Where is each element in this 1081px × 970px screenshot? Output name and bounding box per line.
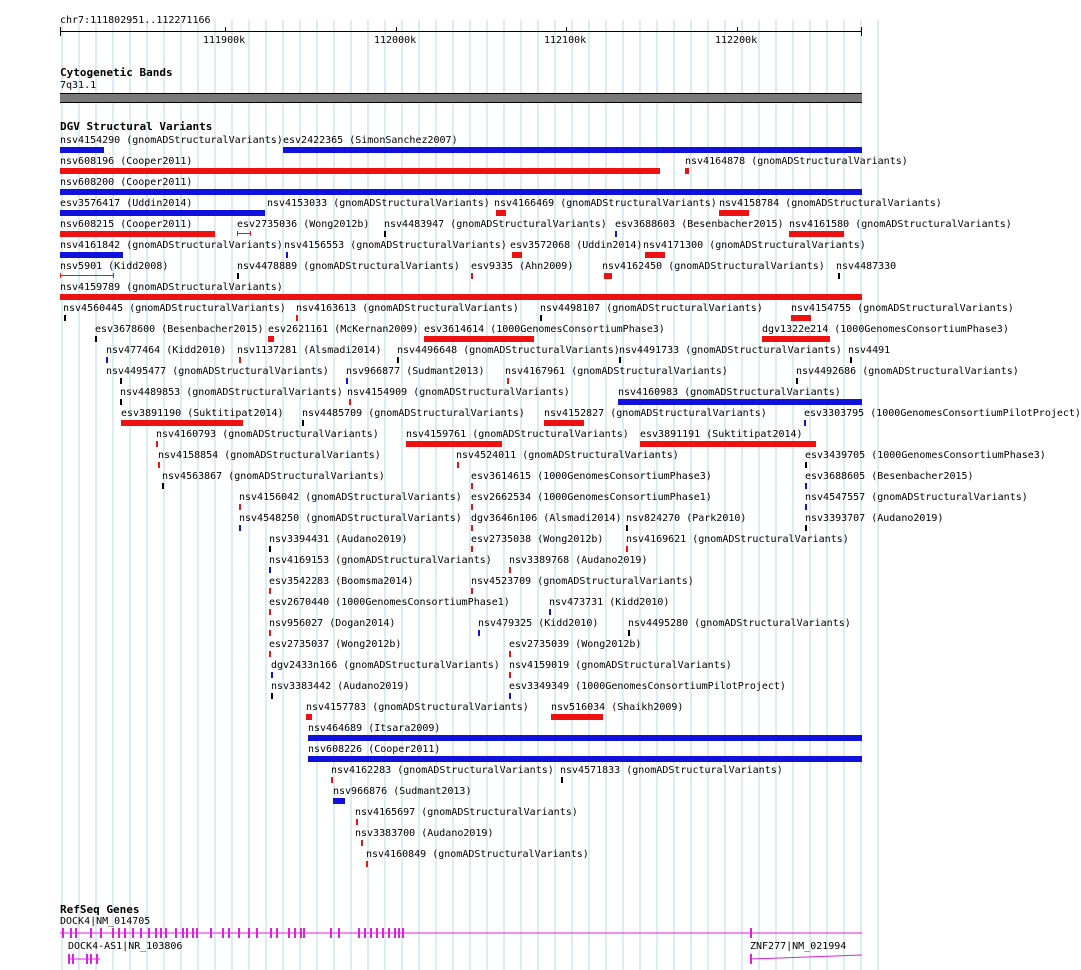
variant-tick[interactable] — [64, 315, 66, 321]
variant-tick[interactable] — [540, 315, 542, 321]
variant-tick[interactable] — [361, 840, 363, 846]
variant-tick[interactable] — [796, 378, 798, 384]
gene-label-znf277[interactable]: ZNF277|NM_021994 — [750, 941, 847, 952]
variant-tick[interactable] — [237, 273, 239, 279]
variant-label[interactable]: esv3572068 (Uddin2014) — [510, 240, 643, 251]
variant-label[interactable]: esv3614615 (1000GenomesConsortiumPhase3) — [471, 471, 712, 482]
variant-tick[interactable] — [804, 420, 806, 426]
variant-label[interactable]: esv2670440 (1000GenomesConsortiumPhase1) — [269, 597, 510, 608]
variant-tick[interactable] — [619, 357, 621, 363]
variant-label[interactable]: nsv4161580 (gnomADStructuralVariants) — [789, 219, 1012, 230]
variant-tick[interactable] — [106, 357, 108, 363]
ruler-tick — [566, 27, 567, 32]
variant-label[interactable]: nsv3383700 (Audano2019) — [355, 828, 494, 839]
variant-label[interactable]: nsv4560445 (gnomADStructuralVariants) — [63, 303, 286, 314]
variant-bar[interactable] — [762, 336, 830, 342]
variant-tick[interactable] — [471, 504, 473, 510]
variant-label[interactable]: esv2735038 (Wong2012b) — [471, 534, 604, 545]
variant-interval-line — [61, 275, 113, 276]
variant-tick[interactable] — [471, 588, 473, 594]
variant-tick[interactable] — [286, 252, 288, 258]
variant-label[interactable]: nsv4153033 (gnomADStructuralVariants) — [267, 198, 490, 209]
variant-tick[interactable] — [158, 462, 160, 468]
variant-tick[interactable] — [346, 378, 348, 384]
variant-tick[interactable] — [271, 693, 273, 699]
variant-tick[interactable] — [509, 567, 511, 573]
variant-bar[interactable] — [308, 735, 862, 741]
variant-tick[interactable] — [471, 546, 473, 552]
variant-tick[interactable] — [471, 273, 473, 279]
variant-bar[interactable] — [60, 147, 104, 153]
ruler-tick — [396, 27, 397, 32]
ruler-label: 111900k — [203, 35, 246, 46]
variant-label[interactable]: nsv4495477 (gnomADStructuralVariants) — [106, 366, 329, 377]
variant-bar[interactable] — [60, 294, 862, 300]
variant-bar[interactable] — [121, 420, 243, 426]
variant-label[interactable]: nsv4158784 (gnomADStructuralVariants) — [719, 198, 942, 209]
variant-tick[interactable] — [838, 273, 840, 279]
variant-label[interactable]: esv3688603 (Besenbacher2015) — [615, 219, 784, 230]
variant-label[interactable]: nsv4165697 (gnomADStructuralVariants) — [355, 807, 578, 818]
variant-label[interactable]: nsv4164878 (gnomADStructuralVariants) — [685, 156, 908, 167]
variant-tick[interactable] — [331, 777, 333, 783]
variant-label[interactable]: nsv4159789 (gnomADStructuralVariants) — [60, 282, 283, 293]
variant-bar[interactable] — [496, 210, 506, 216]
variant-bar[interactable] — [719, 210, 749, 216]
variant-tick[interactable] — [805, 504, 807, 510]
variant-label[interactable]: nsv4491733 (gnomADStructuralVariants) — [619, 345, 842, 356]
variant-label[interactable]: nsv4563867 (gnomADStructuralVariants) — [162, 471, 385, 482]
variant-tick[interactable] — [561, 777, 563, 783]
variant-bar[interactable] — [60, 210, 265, 216]
variant-bar[interactable] — [618, 399, 862, 405]
variant-label[interactable]: nsv4159019 (gnomADStructuralVariants) — [509, 660, 732, 671]
variant-tick[interactable] — [507, 378, 509, 384]
variant-label[interactable]: nsv4169621 (gnomADStructuralVariants) — [626, 534, 849, 545]
variant-interval[interactable] — [60, 273, 114, 278]
variant-bar[interactable] — [60, 231, 215, 237]
variant-tick[interactable] — [269, 546, 271, 552]
variant-label[interactable]: nsv4548250 (gnomADStructuralVariants) — [239, 513, 462, 524]
variant-bar[interactable] — [789, 231, 844, 237]
variant-label[interactable]: nsv4166469 (gnomADStructuralVariants) — [494, 198, 717, 209]
variant-label[interactable]: dgv3646n106 (Alsmadi2014) — [471, 513, 622, 524]
variant-interval-line — [238, 233, 250, 234]
variant-label[interactable]: esv3891190 (Suktitipat2014) — [121, 408, 284, 419]
variant-label[interactable]: nsv4489853 (gnomADStructuralVariants) — [120, 387, 343, 398]
variant-bar[interactable] — [333, 798, 345, 804]
variant-tick[interactable] — [349, 399, 351, 405]
variant-bar[interactable] — [424, 336, 534, 342]
variant-tick[interactable] — [269, 567, 271, 573]
variant-label[interactable]: esv3349349 (1000GenomesConsortiumPilotProject) — [509, 681, 786, 692]
variant-bar[interactable] — [268, 336, 274, 342]
variant-label[interactable]: nsv4154290 (gnomADStructuralVariants) — [60, 135, 283, 146]
variant-bar[interactable] — [406, 441, 502, 447]
variant-label[interactable]: esv3678600 (Besenbacher2015) — [95, 324, 264, 335]
ruler-label: 112000k — [374, 35, 417, 46]
variant-tick[interactable] — [239, 357, 241, 363]
variant-label[interactable]: nsv1137281 (Alsmadi2014) — [237, 345, 382, 356]
ruler-tick — [737, 27, 738, 32]
variant-label[interactable]: nsv4160983 (gnomADStructuralVariants) — [618, 387, 841, 398]
variant-label[interactable]: nsv4163613 (gnomADStructuralVariants) — [296, 303, 519, 314]
variant-bar[interactable] — [640, 441, 816, 447]
variant-label[interactable]: esv3688605 (Besenbacher2015) — [805, 471, 974, 482]
variant-label[interactable]: nsv4498107 (gnomADStructuralVariants) — [540, 303, 763, 314]
variant-label[interactable]: nsv4158854 (gnomADStructuralVariants) — [158, 450, 381, 461]
variant-bar[interactable] — [551, 714, 603, 720]
region-coordinates: chr7:111802951..112271166 — [60, 15, 211, 26]
variant-label[interactable]: nsv4160793 (gnomADStructuralVariants) — [156, 429, 379, 440]
variant-tick[interactable] — [509, 651, 511, 657]
variant-label[interactable]: nsv608200 (Cooper2011) — [60, 177, 193, 188]
variant-tick[interactable] — [384, 231, 386, 237]
variant-tick[interactable] — [805, 525, 807, 531]
variant-label[interactable]: nsv4162450 (gnomADStructuralVariants) — [602, 261, 825, 272]
variant-label[interactable]: nsv473731 (Kidd2010) — [549, 597, 670, 608]
variant-bar[interactable] — [512, 252, 522, 258]
variant-bar[interactable] — [60, 252, 123, 258]
variant-label[interactable]: nsv5901 (Kidd2008) — [60, 261, 169, 272]
variant-label[interactable]: esv3891191 (Suktitipat2014) — [640, 429, 803, 440]
variant-tick[interactable] — [269, 630, 271, 636]
variant-label[interactable]: esv3614614 (1000GenomesConsortiumPhase3) — [424, 324, 665, 335]
variant-tick[interactable] — [457, 462, 459, 468]
variant-label[interactable]: nsv3394431 (Audano2019) — [269, 534, 408, 545]
variant-interval[interactable] — [237, 231, 251, 236]
variant-tick[interactable] — [626, 525, 628, 531]
variant-label[interactable]: nsv4160849 (gnomADStructuralVariants) — [366, 849, 589, 860]
variant-label[interactable]: esv2662534 (1000GenomesConsortiumPhase1) — [471, 492, 712, 503]
variant-label[interactable]: nsv3389768 (Audano2019) — [509, 555, 648, 566]
variant-label[interactable]: nsv4152827 (gnomADStructuralVariants) — [544, 408, 767, 419]
variant-bar[interactable] — [306, 714, 312, 720]
variant-label[interactable]: nsv3393707 (Audano2019) — [805, 513, 944, 524]
variant-label[interactable]: nsv4157783 (gnomADStructuralVariants) — [306, 702, 529, 713]
variant-label[interactable]: nsv4496648 (gnomADStructuralVariants) — [397, 345, 620, 356]
variant-label[interactable]: esv9335 (Ahn2009) — [471, 261, 574, 272]
variant-tick[interactable] — [269, 609, 271, 615]
variant-bar[interactable] — [604, 273, 612, 279]
variant-label[interactable]: esv3303795 (1000GenomesConsortiumPilotProject) — [804, 408, 1081, 419]
variant-tick[interactable] — [850, 357, 852, 363]
variant-bar[interactable] — [544, 420, 584, 426]
variant-label[interactable]: esv2735037 (Wong2012b) — [269, 639, 402, 650]
variant-tick[interactable] — [509, 693, 511, 699]
variant-label[interactable]: nsv4167961 (gnomADStructuralVariants) — [505, 366, 728, 377]
variant-tick[interactable] — [397, 357, 399, 363]
variant-label[interactable]: nsv4154909 (gnomADStructuralVariants) — [347, 387, 570, 398]
variant-tick[interactable] — [478, 630, 480, 636]
variant-tick[interactable] — [120, 378, 122, 384]
variant-tick[interactable] — [549, 609, 551, 615]
variant-tick[interactable] — [120, 399, 122, 405]
cytoband-label[interactable]: 7q31.1 — [60, 80, 97, 91]
variant-bar[interactable] — [60, 168, 660, 174]
dgv-heading: DGV Structural Variants — [60, 120, 213, 133]
variant-label[interactable]: nsv4171300 (gnomADStructuralVariants) — [643, 240, 866, 251]
variant-label[interactable]: nsv516034 (Shaikh2009) — [551, 702, 684, 713]
variant-label[interactable]: nsv3383442 (Audano2019) — [271, 681, 410, 692]
variant-tick[interactable] — [302, 420, 304, 426]
variant-tick[interactable] — [626, 546, 628, 552]
variant-label[interactable]: esv3576417 (Uddin2014) — [60, 198, 193, 209]
variant-label[interactable]: dgv2433n166 (gnomADStructuralVariants) — [271, 660, 500, 671]
variant-label[interactable]: nsv4487330 — [836, 261, 897, 272]
variant-label[interactable]: nsv477464 (Kidd2010) — [106, 345, 227, 356]
variant-tick[interactable] — [95, 336, 97, 342]
variant-label[interactable]: nsv4495280 (gnomADStructuralVariants) — [628, 618, 851, 629]
variant-label[interactable]: nsv4523709 (gnomADStructuralVariants) — [471, 576, 694, 587]
variant-tick[interactable] — [296, 315, 298, 321]
variant-label[interactable]: nsv966876 (Sudmant2013) — [333, 786, 472, 797]
variant-label[interactable]: esv2621161 (McKernan2009) — [268, 324, 419, 335]
variant-label[interactable]: nsv824270 (Park2010) — [626, 513, 747, 524]
variant-label[interactable]: nsv956027 (Dogan2014) — [269, 618, 396, 629]
variant-label[interactable]: nsv4547557 (gnomADStructuralVariants) — [805, 492, 1028, 503]
variant-label[interactable]: nsv4524011 (gnomADStructuralVariants) — [456, 450, 679, 461]
variant-label[interactable]: esv3439705 (1000GenomesConsortiumPhase3) — [805, 450, 1046, 461]
variant-label[interactable]: nsv608226 (Cooper2011) — [308, 744, 441, 755]
gene-label-dock4[interactable]: DOCK4|NM_014705 — [60, 916, 151, 927]
variant-label[interactable]: nsv479325 (Kidd2010) — [478, 618, 599, 629]
variant-tick[interactable] — [805, 462, 807, 468]
variant-label[interactable]: nsv4571833 (gnomADStructuralVariants) — [560, 765, 783, 776]
variant-bar[interactable] — [685, 168, 689, 174]
variant-label[interactable]: nsv4154755 (gnomADStructuralVariants) — [791, 303, 1014, 314]
variant-bar[interactable] — [791, 315, 811, 321]
variant-tick[interactable] — [162, 483, 164, 489]
cytoband-heading: Cytogenetic Bands — [60, 66, 173, 79]
variant-bar[interactable] — [60, 189, 862, 195]
variant-label[interactable]: esv2735039 (Wong2012b) — [509, 639, 642, 650]
variant-label[interactable]: nsv4159761 (gnomADStructuralVariants) — [406, 429, 629, 440]
variant-label[interactable]: nsv4485709 (gnomADStructuralVariants) — [302, 408, 525, 419]
variant-label[interactable]: nsv4156042 (gnomADStructuralVariants) — [239, 492, 462, 503]
ruler-tick — [225, 27, 226, 32]
ruler-label: 112100k — [544, 35, 587, 46]
variant-label[interactable]: nsv4478889 (gnomADStructuralVariants) — [237, 261, 460, 272]
variant-label[interactable]: nsv4491 — [848, 345, 891, 356]
variant-tick[interactable] — [156, 441, 158, 447]
variant-label[interactable]: esv2735036 (Wong2012b) — [237, 219, 370, 230]
variant-tick[interactable] — [628, 630, 630, 636]
refseq-heading: RefSeq Genes — [60, 903, 140, 916]
variant-tick[interactable] — [271, 672, 273, 678]
variant-tick[interactable] — [239, 504, 241, 510]
variant-bar[interactable] — [308, 756, 862, 762]
variant-tick[interactable] — [471, 525, 473, 531]
ruler-label: 112200k — [715, 35, 758, 46]
variant-label[interactable]: esv2422365 (SimonSanchez2007) — [283, 135, 458, 146]
variant-bar[interactable] — [645, 252, 665, 258]
variant-label[interactable]: nsv608196 (Cooper2011) — [60, 156, 193, 167]
variant-label[interactable]: nsv4156553 (gnomADStructuralVariants) — [284, 240, 507, 251]
variant-tick[interactable] — [269, 651, 271, 657]
cytoband-bar[interactable] — [60, 93, 862, 103]
variant-label[interactable]: nsv608215 (Cooper2011) — [60, 219, 193, 230]
ruler-end — [60, 27, 61, 36]
variant-label[interactable]: nsv4169153 (gnomADStructuralVariants) — [269, 555, 492, 566]
variant-tick[interactable] — [805, 483, 807, 489]
variant-label[interactable]: nsv4161842 (gnomADStructuralVariants) — [60, 240, 283, 251]
variant-tick[interactable] — [269, 588, 271, 594]
variant-label[interactable]: nsv966877 (Sudmant2013) — [346, 366, 485, 377]
gene-label-dock4-as1[interactable]: DOCK4-AS1|NR_103806 — [68, 941, 183, 952]
variant-label[interactable]: nsv464689 (Itsara2009) — [308, 723, 441, 734]
variant-tick[interactable] — [615, 231, 617, 237]
variant-tick[interactable] — [509, 672, 511, 678]
variant-label[interactable]: nsv4483947 (gnomADStructuralVariants) — [384, 219, 607, 230]
variant-label[interactable]: dgv1322e214 (1000GenomesConsortiumPhase3) — [762, 324, 1009, 335]
variant-bar[interactable] — [283, 147, 862, 153]
variant-label[interactable]: esv3542283 (Boomsma2014) — [269, 576, 414, 587]
ruler-end — [861, 27, 862, 36]
variant-label[interactable]: nsv4492686 (gnomADStructuralVariants) — [796, 366, 1019, 377]
variant-label[interactable]: nsv4162283 (gnomADStructuralVariants) — [331, 765, 554, 776]
variant-tick[interactable] — [471, 483, 473, 489]
variant-tick[interactable] — [239, 525, 241, 531]
ruler-axis — [60, 31, 862, 32]
variant-tick[interactable] — [366, 861, 368, 867]
variant-tick[interactable] — [356, 819, 358, 825]
